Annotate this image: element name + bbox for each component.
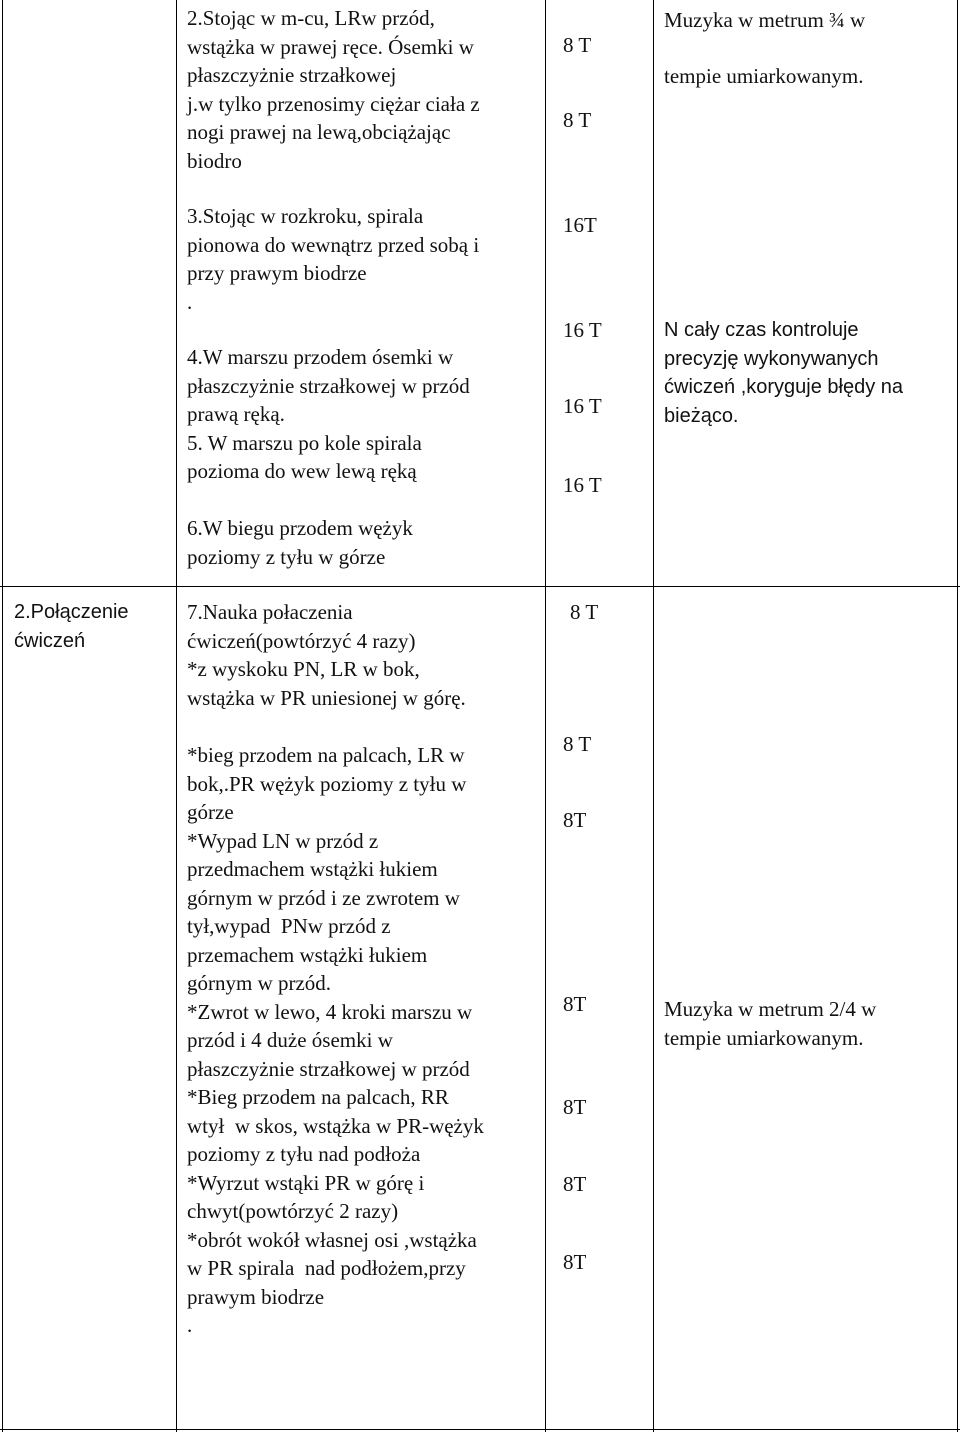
row-divider — [0, 586, 960, 587]
exercise-6-text: 6.W biegu przodem wężyk poziomy z tyłu w górze — [187, 516, 413, 569]
music-note-metre: Muzyka w metrum ¾ w — [664, 8, 866, 32]
exercise-7-text: 7.Nauka połaczenia ćwiczeń(powtórzyć 4 razy) *z wyskoku PN, LR w bok, wstążka w PR uniesionej w górę. — [187, 600, 466, 710]
exercise-4-5-text: 4.W marszu przodem ósemki w płaszczyżnie strzałkowej w przód prawą ręką. 5. W marszu po kole spirala pozioma do wew lewą ręką — [187, 345, 470, 483]
music-note-2-4: Muzyka w metrum 2/4 w tempie umiarkowanym. — [664, 997, 877, 1050]
count-label: 8 T — [563, 33, 592, 57]
count-label: 8T — [563, 1172, 587, 1196]
music-note-tempo: tempie umiarkowanym. — [664, 64, 864, 88]
table-border-bottom — [0, 1429, 960, 1430]
count-label: 16 T — [563, 318, 602, 342]
count-label: 8 T — [570, 600, 599, 624]
table-border-right — [957, 0, 958, 1432]
count-label: 8T — [563, 808, 587, 832]
column-divider-3 — [653, 0, 654, 1432]
count-label: 8T — [563, 1250, 587, 1274]
count-label: 8 T — [563, 108, 592, 132]
exercise-3-text: 3.Stojąc w rozkroku, spirala pionowa do wewnątrz przed sobą i przy prawym biodrze . — [187, 204, 480, 314]
count-label: 16 T — [563, 394, 602, 418]
table-border-left — [2, 0, 3, 1432]
count-label: 16 T — [563, 473, 602, 497]
phase-label: 2.Połączenie ćwiczeń — [14, 601, 129, 652]
count-label: 8T — [563, 992, 587, 1016]
column-divider-2 — [545, 0, 546, 1432]
teacher-note: N cały czas kontroluje precyzję wykonywanych ćwiczeń ,koryguje błędy na bieżąco. — [664, 319, 904, 427]
count-label: 8 T — [563, 732, 592, 756]
count-label: 8T — [563, 1095, 587, 1119]
count-label: 16T — [563, 213, 597, 237]
column-divider-1 — [176, 0, 177, 1432]
exercise-2-text: 2.Stojąc w m-cu, LRw przód, wstążka w prawej ręce. Ósemki w płaszczyżnie strzałkowej j.w tylko przenosimy ciężar ciała z nogi prawej na lewą,obciążając biodro — [187, 6, 480, 173]
combination-steps-text: *bieg przodem na palcach, LR w bok,.PR wężyk poziomy z tyłu w górze *Wypad LN w przód z przedmachem wstążki łukiem górnym w przód i ze zwrotem w tył,wypad PNw przód z przemachem wstążki łukiem górnym w przód. *Zwrot w lewo, 4 kroki marszu w przód i 4 duże ósemki w płaszczyżnie strzałkowej w przód *Bieg przodem na palcach, RR wtył w skos, wstążka w PR-wężyk poziomy z tyłu nad podłoża *Wyrzut wstąki PR w górę i chwyt(powtórzyć 2 razy) *obrót wokół własnej osi ,wstążka w PR spirala nad podłożem,przy prawym biodrze . — [187, 743, 484, 1337]
